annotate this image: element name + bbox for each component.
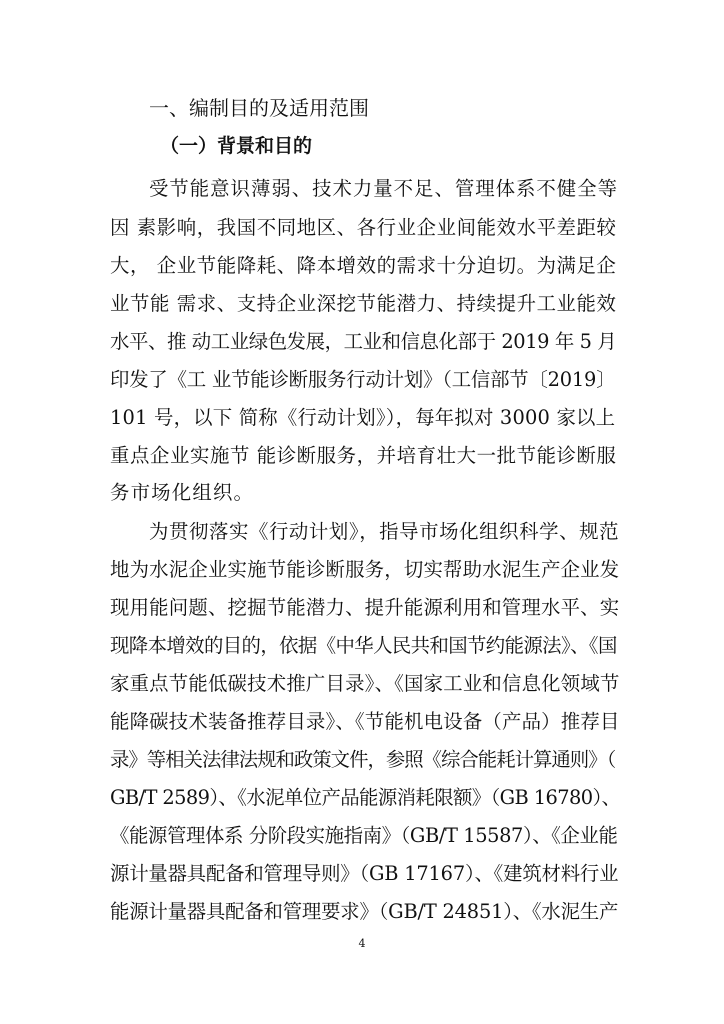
text-line: 源计量器具配备和管理导则》（GB 17167）、《建筑材料行业 xyxy=(110,862,619,885)
text-line: 录》等相关法律法规和政策文件，参照《综合能耗计算通则》（ xyxy=(110,748,616,771)
text-line: 业节能 需求、支持企业深挖节能潜力、持续提升工业能效 xyxy=(110,292,617,315)
text-line: 为贯彻落实《行动计划》，指导市场化组织科学、规范 xyxy=(149,520,620,543)
text-line: 现用能问题、挖掘节能潜力、提升能源利用和管理水平、实 xyxy=(110,596,620,619)
text-line: GB/T 2589）、《水泥单位产品能源消耗限额》（GB 16780）、 xyxy=(110,786,621,809)
text-line: 重点企业实施节 能诊断服务，并培育壮大一批节能诊断服 xyxy=(110,444,617,467)
text-line: 大， 企业节能降耗、降本增效的需求十分迫切。为满足企 xyxy=(110,254,617,277)
text-line: 101 号，以下 简称《行动计划》），每年拟对 3000 家以上 xyxy=(110,406,616,429)
text-line: 地为水泥企业实施节能诊断服务，切实帮助水泥生产企业发 xyxy=(110,558,620,581)
text-line: 受节能意识薄弱、技术力量不足、管理体系不健全等 xyxy=(149,177,618,200)
text-line: 因 素影响，我国不同地区、各行业企业间能效水平差距较 xyxy=(110,216,617,239)
text-line: 现降本增效的目的，依据《中华人民共和国节约能源法》、《国 xyxy=(110,634,617,657)
text-line: 能降碳技术装备推荐目录》、《节能机电设备（产品）推荐目 xyxy=(110,710,620,733)
text-line: 《能源管理体系 分阶段实施指南》（GB/T 15587）、《企业能 xyxy=(110,824,618,847)
text-line: 印发了《工 业节能诊断服务行动计划》（工信部节〔2019〕 xyxy=(110,368,616,391)
page-number: 4 xyxy=(358,937,366,950)
text-line: 水平、推 动工业绿色发展，工业和信息化部于 2019 年 5 月 xyxy=(110,330,617,353)
text-line: 家重点节能低碳技术推广目录》、《国家工业和信息化领域节 xyxy=(110,672,620,695)
text-line: 务市场化组织。 xyxy=(110,481,255,504)
section-heading: 一、编制目的及适用范围 xyxy=(149,96,369,120)
text-line: 能源计量器具配备和管理要求》（GB/T 24851）、《水泥生产 xyxy=(110,900,619,923)
subsection-heading: （一）背景和目的 xyxy=(160,135,313,157)
